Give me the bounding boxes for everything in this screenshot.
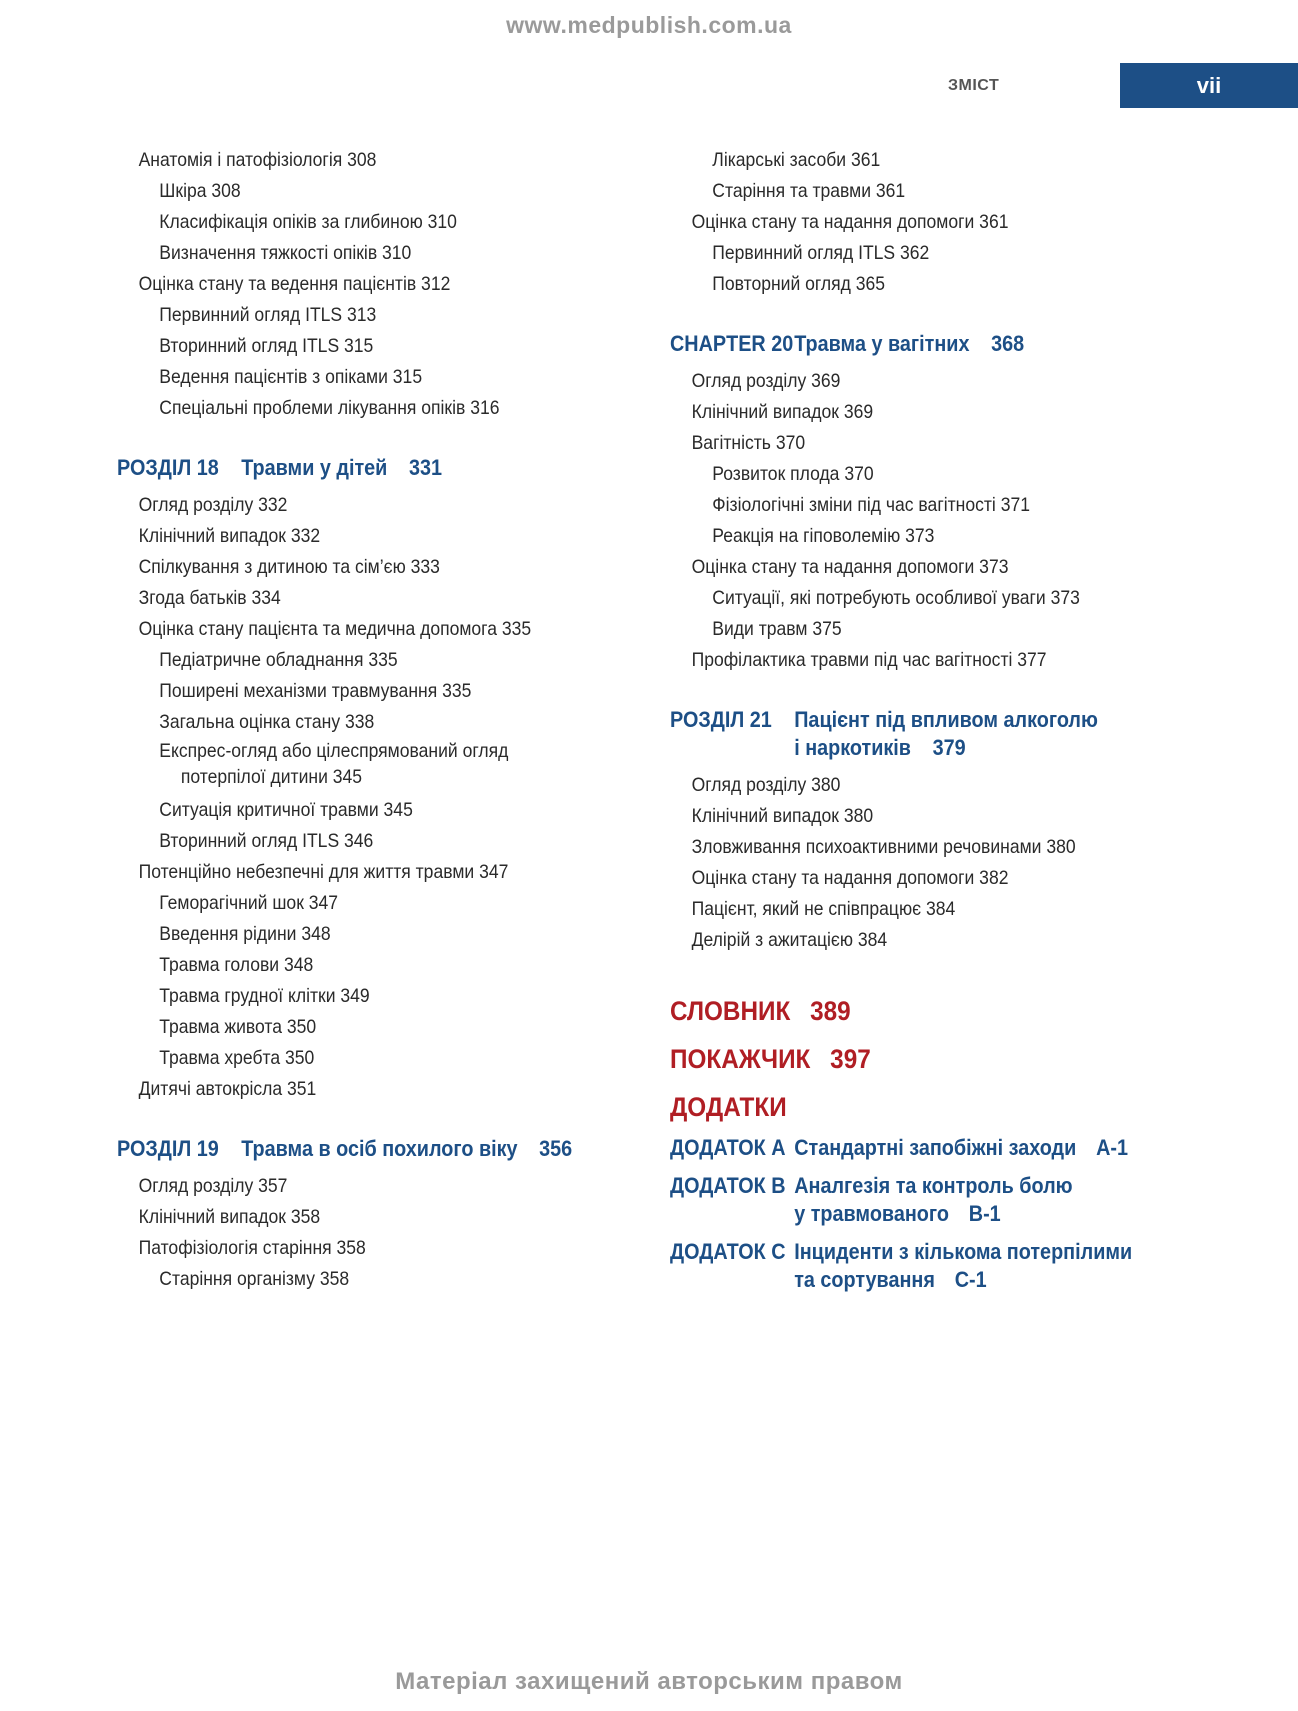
- appendix-title-continued: та сортування: [794, 1267, 935, 1292]
- toc-entry[interactable]: Оцінка стану та надання допомоги 361: [691, 211, 1009, 233]
- chapter-page: 356: [539, 1136, 573, 1161]
- toc-entry[interactable]: Оцінка стану пацієнта та медична допомога 335: [138, 618, 532, 640]
- toc-entry[interactable]: Педіатричне обладнання 335: [159, 649, 398, 671]
- toc-entry[interactable]: Класифікація опіків за глибиною 310: [159, 211, 457, 233]
- chapter-title: Травми у дітей: [241, 455, 388, 480]
- appendix-label: ДОДАТОК С: [670, 1239, 786, 1264]
- toc-entry[interactable]: Загальна оцінка стану 338: [159, 711, 375, 733]
- chapter-title: Травма у вагітних: [794, 331, 970, 356]
- watermark-top: www.medpublish.com.ua: [506, 12, 792, 38]
- toc-entry[interactable]: Геморагічний шок 347: [159, 892, 339, 914]
- chapter-page: 368: [991, 331, 1025, 356]
- toc-entry[interactable]: Спілкування з дитиною та сім’єю 333: [138, 556, 440, 578]
- toc-entry[interactable]: Реакція на гіповолемію 373: [712, 525, 935, 547]
- chapter-label: РОЗДІЛ 19: [117, 1136, 219, 1161]
- chapter-title: Травма в осіб похилого віку: [241, 1136, 518, 1161]
- chapter-label: РОЗДІЛ 21: [670, 707, 772, 732]
- chapter-21-heading[interactable]: [670, 706, 1210, 762]
- chapter-label: РОЗДІЛ 18: [117, 455, 219, 480]
- toc-entry[interactable]: Огляд розділу 380: [691, 774, 841, 796]
- running-head: ЗМІСТ: [948, 77, 1000, 94]
- toc-entry[interactable]: Старіння та травми 361: [712, 180, 906, 202]
- toc-entry[interactable]: Огляд розділу 332: [138, 494, 288, 516]
- appendix-a-heading[interactable]: [670, 1134, 1210, 1162]
- appendix-page: А-1: [1096, 1135, 1129, 1160]
- toc-entry[interactable]: Клінічний випадок 358: [138, 1206, 321, 1228]
- toc-entry[interactable]: Анатомія і патофізіологія 308: [138, 149, 377, 171]
- watermark-bottom: Матеріал захищений авторським правом: [395, 1668, 903, 1695]
- toc-entry[interactable]: Оцінка стану та надання допомоги 373: [691, 556, 1009, 578]
- appendix-b-heading[interactable]: [670, 1172, 1210, 1228]
- toc-entry[interactable]: Види травм 375: [712, 618, 842, 640]
- toc-right-column: [670, 145, 1270, 1294]
- toc-entry[interactable]: Дитячі автокрісла 351: [138, 1078, 317, 1100]
- toc-entry[interactable]: Поширені механізми травмування 335: [159, 680, 472, 702]
- appendix-title-continued: у травмованого: [794, 1201, 949, 1226]
- toc-entry[interactable]: Вторинний огляд ITLS 346: [159, 830, 374, 852]
- toc-entry[interactable]: Делірій з ажитацією 384: [691, 929, 888, 951]
- toc-entry[interactable]: Травма хребта 350: [159, 1047, 315, 1069]
- toc-entry[interactable]: Травма голови 348: [159, 954, 314, 976]
- toc-entry[interactable]: Повторний огляд 365: [712, 273, 886, 295]
- toc-entry[interactable]: Ведення пацієнтів з опіками 315: [159, 366, 423, 388]
- appendix-label: ДОДАТОК А: [670, 1135, 786, 1160]
- chapter-title-continued: і наркотиків: [794, 735, 911, 760]
- toc-entry[interactable]: Старіння організму 358: [159, 1268, 350, 1290]
- chapter-page: 379: [932, 735, 966, 760]
- chapter-label: CHAPTER 20: [670, 331, 794, 356]
- toc-entry[interactable]: Зловживання психоактивними речовинами 380: [691, 836, 1076, 858]
- toc-entry[interactable]: Розвиток плода 370: [712, 463, 874, 485]
- index-page: 397: [830, 1044, 871, 1074]
- toc-entry[interactable]: Вторинний огляд ITLS 315: [159, 335, 374, 357]
- toc-entry[interactable]: Вагітність 370: [691, 432, 806, 454]
- toc-entry[interactable]: Фізіологічні зміни під час вагітності 371: [712, 494, 1030, 516]
- toc-entry[interactable]: Введення рідини 348: [159, 923, 331, 945]
- page-number: vii: [1196, 72, 1222, 98]
- appendix-page: В-1: [968, 1201, 1001, 1226]
- appendix-page: С-1: [954, 1267, 987, 1292]
- index-title: ПОКАЖЧИК: [670, 1044, 811, 1074]
- chapter-18-heading[interactable]: [117, 454, 621, 482]
- toc-entry[interactable]: Огляд розділу 369: [691, 370, 841, 392]
- toc-entry[interactable]: Первинний огляд ITLS 313: [159, 304, 377, 326]
- appendices-heading: ДОДАТКИ: [670, 1092, 787, 1122]
- appendix-title: Стандартні запобіжні заходи: [794, 1135, 1077, 1160]
- appendix-title: Аналгезія та контроль болю: [794, 1173, 1073, 1198]
- toc-entry[interactable]: Клінічний випадок 380: [691, 805, 874, 827]
- toc-entry[interactable]: Патофізіологія старіння 358: [138, 1237, 366, 1259]
- glossary-title: СЛОВНИК: [670, 996, 791, 1026]
- appendix-label: ДОДАТОК В: [670, 1173, 786, 1198]
- toc-entry[interactable]: Травма грудної клітки 349: [159, 985, 370, 1007]
- toc-left-column: [117, 145, 677, 1295]
- toc-entry[interactable]: Ситуації, які потребують особливої уваги 373: [712, 587, 1080, 609]
- toc-entry[interactable]: Ситуація критичної травми 345: [159, 799, 413, 821]
- chapter-page: 331: [408, 455, 442, 480]
- toc-entry[interactable]: Профілактика травми під час вагітності 377: [691, 649, 1047, 671]
- toc-entry[interactable]: Оцінка стану та надання допомоги 382: [691, 867, 1009, 889]
- toc-entry[interactable]: Клінічний випадок 332: [138, 525, 321, 547]
- toc-entry[interactable]: Потенційно небезпечні для життя травми 347: [138, 861, 509, 883]
- appendix-title: Інциденти з кількома потерпілими: [794, 1239, 1133, 1264]
- toc-entry[interactable]: Шкіра 308: [159, 180, 241, 202]
- toc-entry[interactable]: [117, 738, 621, 795]
- toc-entry[interactable]: Оцінка стану та ведення пацієнтів 312: [138, 273, 451, 295]
- glossary-heading[interactable]: [670, 994, 1210, 1028]
- toc-entry[interactable]: Огляд розділу 357: [138, 1175, 288, 1197]
- toc-entry[interactable]: Лікарські засоби 361: [712, 149, 881, 171]
- toc-entry[interactable]: Клінічний випадок 369: [691, 401, 874, 423]
- appendix-c-heading[interactable]: [670, 1238, 1210, 1294]
- toc-entry[interactable]: Пацієнт, який не співпрацює 384: [691, 898, 956, 920]
- chapter-19-heading[interactable]: [117, 1135, 621, 1163]
- toc-entry-line: Експрес-огляд або цілеспрямований огляд: [159, 740, 509, 762]
- toc-entry[interactable]: Спеціальні проблеми лікування опіків 316: [159, 397, 500, 419]
- glossary-page: 389: [810, 996, 851, 1026]
- index-heading[interactable]: [670, 1042, 1210, 1076]
- toc-entry[interactable]: Травма живота 350: [159, 1016, 317, 1038]
- chapter-title: Пацієнт під впливом алкоголю: [794, 707, 1098, 732]
- toc-entry-continuation: потерпілої дитини 345: [180, 766, 363, 788]
- toc-entry[interactable]: Первинний огляд ITLS 362: [712, 242, 930, 264]
- toc-entry[interactable]: Визначення тяжкості опіків 310: [159, 242, 412, 264]
- page-number-tab: [1120, 63, 1298, 108]
- chapter-20-heading[interactable]: [670, 330, 1210, 358]
- toc-entry[interactable]: Згода батьків 334: [138, 587, 281, 609]
